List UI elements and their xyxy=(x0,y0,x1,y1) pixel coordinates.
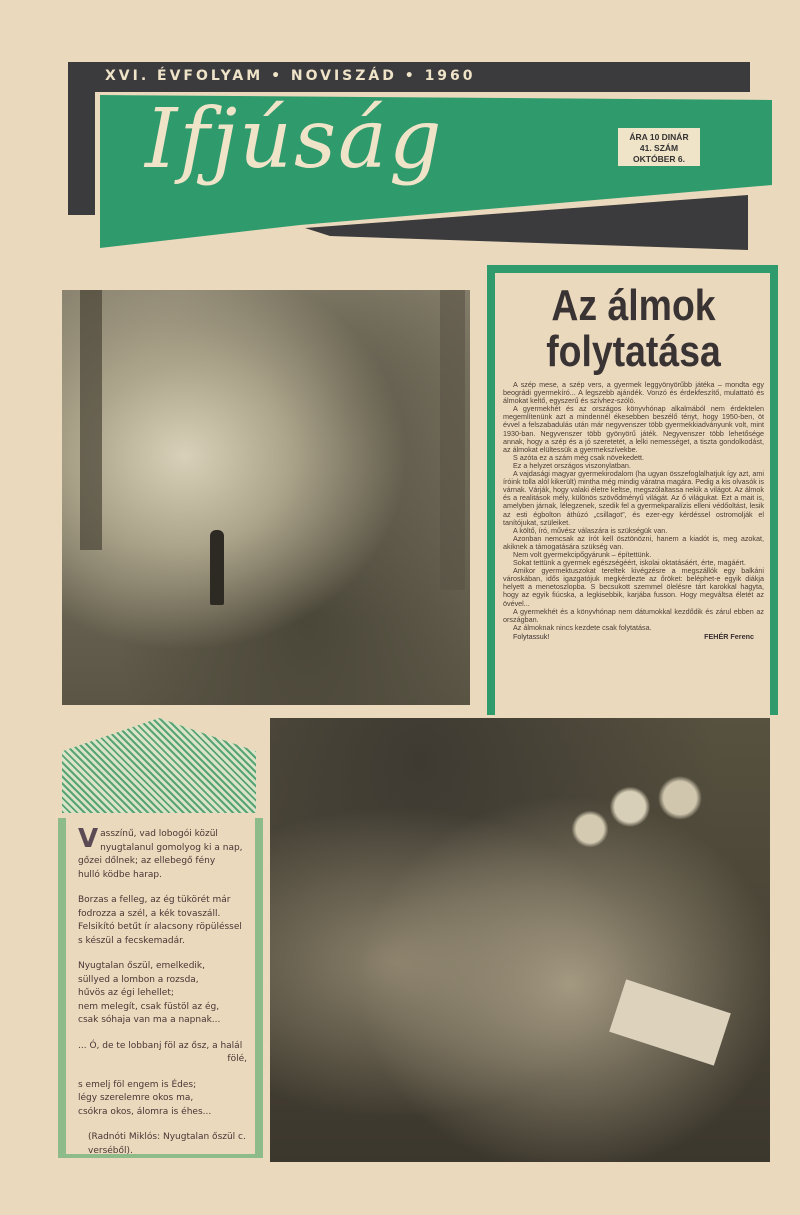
drop-cap: V xyxy=(78,824,99,854)
poem-line: Nyugtalan őszül, emelkedik, xyxy=(78,961,206,971)
price: ÁRA 10 DINÁR xyxy=(629,132,689,142)
poem-line: Borzas a felleg, az ég tükörét már xyxy=(78,895,231,905)
poem-line: fodrozza a szél, a kék tovaszáll. xyxy=(78,908,221,919)
poem-line: gőzei dőlnek; az ellebegő fény xyxy=(78,856,216,866)
poem-source: (Radnóti Miklós: Nyugtalan őszül c. verséből). xyxy=(88,1132,246,1156)
decorative-pattern xyxy=(62,718,256,813)
poem-line: légy szerelemre okos ma, xyxy=(78,1093,194,1103)
poem-line: csak sóhaja van ma a napnak... xyxy=(78,1015,221,1025)
poem-line: nem melegít, csak füstöl az ég, xyxy=(78,1001,220,1012)
poem-stanza xyxy=(78,894,247,948)
poem-line: nyugtalanul gomolyog ki a nap, xyxy=(100,842,243,853)
poem-line: s készül a fecskemadár. xyxy=(78,935,185,946)
tree-trunk xyxy=(440,290,465,590)
dateline: XVI. ÉVFOLYAM • NOVISZÁD • 1960 xyxy=(105,68,476,84)
poem-line: Felsikító betűt ír alacsony röpüléssel xyxy=(78,922,242,932)
poem-stanza xyxy=(78,960,247,1028)
person-figure xyxy=(210,530,224,605)
children-photo xyxy=(270,718,770,1162)
article-title: Az álmok folytatása xyxy=(546,281,721,376)
poem-line: hűvös az égi lehellet; xyxy=(78,988,174,998)
article-paragraph: S azóta ez a szám még csak növekedett. xyxy=(513,452,645,462)
signature-line xyxy=(503,632,764,641)
closing: Folytassuk! xyxy=(513,631,550,641)
article-paragraph: Azonban nemcsak az írót kell ösztönözni, hanem a kiadót is, meg azokat, akiknek a támogatására szükség van. xyxy=(503,533,764,551)
poem-body xyxy=(78,824,247,1119)
tree-trunk xyxy=(80,290,102,550)
issue-date: OKTÓBER 6. xyxy=(633,154,685,164)
poem-line: fölé, xyxy=(227,1054,247,1064)
article-paragraph: A szép mese, a szép vers, a gyermek leggyönyörűbb játéka – mondta egy beográdi gyermekíró... A legszebb ajándék. Vonzó és érdekfeszítő, mulattató és álmokat keltő, egyszerű és szívhez-szóló. xyxy=(503,380,764,406)
poem-line: csókra okos, álomra is éhes... xyxy=(78,1106,212,1117)
forest-photo xyxy=(62,290,470,705)
poem-line: hulló ködbe harap. xyxy=(78,869,163,880)
poem-stanza xyxy=(78,1079,247,1120)
poem-line: süllyed a lombon a rozsda, xyxy=(78,974,199,985)
article-paragraph: Nem volt gyermekcipőgyárunk – építettünk. xyxy=(513,549,652,559)
article-paragraph: A gyermekhét és a könyvhónap nem dátumokkal kezdődik és zárul ebben az országban. xyxy=(503,606,764,624)
price-box xyxy=(618,128,700,166)
poem-stanza xyxy=(78,824,247,882)
poem-line: s emelj föl engem is Édes; xyxy=(78,1079,197,1090)
article-paragraph: Sokat tettünk a gyermek egészségéért, iskolai oktatásáért, érte, magáért. xyxy=(513,558,746,568)
article-paragraph: A költő, író, művész válaszára is szükségük van. xyxy=(513,525,668,535)
issue-number: 41. SZÁM xyxy=(639,143,679,153)
newspaper-logo: Ifjúság xyxy=(145,92,444,187)
article-paragraph: A vajdasági magyar gyermekirodalom (ha ugyan összefoglalhatjuk így azt, ami íróink tolla alól kikerült) mintha még mindig váratna magára. Pedig a kis olvasók is várnak. Várják, hogy valaki életre keltse, megszólaltassa nekik a világot. Az álmok és a realitások mély, különös szövődményű világát. Az ő világukat. Ezt a mait is, amelyben járnak, lélegzenek, szedik fel a gyermekparalízis elleni védőoltást, lesik az esti égbolton áthúzó „csillagot”, és ezer-egy kérdéssel ostromolják el tanítójukat, szüleiket. xyxy=(503,469,764,527)
poem-stanza xyxy=(78,1040,247,1067)
article-paragraph: Ez a helyzet országos viszonylatban. xyxy=(513,460,631,470)
poem-box xyxy=(58,818,263,1158)
article-paragraph: A gyermekhét és az országos könyvhónap alkalmából nem érdektelen megemlítenünk azt a mindennél ékesebben beszélő tényt, hogy 1950-ben, öt évvel a felszabadulás után már negyvenszer több gyermekkiadványunk volt, mint 1930-ban. Negyvenszer több gyönyörű játék. Negyvenszer több lehetősége annak, hogy a szép és a jó szeretetét, a lelki nemességet, a tiszta gondolkodást, az álmokat elültessük a gyermekszívekbe. xyxy=(503,404,764,454)
article xyxy=(487,265,778,715)
article-body xyxy=(503,381,764,632)
article-paragraph: Az álmoknak nincs kezdete csak folytatása. xyxy=(513,622,652,632)
article-paragraph: Amikor gyermektuszokat tereltek kivégzésre a megszállók egy balkáni városkában, idős igazgatójuk megkérdezte az őröket: beléphet-e egyik diákja helyett a menetoszlopba. S becsukott szemmel ölelésre tárt karokkal hagyta, hogy az egyik fiúcska, a legkisebbik, karjába fusson. Hogy megváltsa életét az övével... xyxy=(503,566,764,608)
poem-line: ... Ó, de te lobbanj föl az ősz, a halál xyxy=(78,1040,243,1051)
author: FEHÉR Ferenc xyxy=(704,631,754,641)
poem-line: asszínű, vad lobogói közül xyxy=(100,829,218,839)
